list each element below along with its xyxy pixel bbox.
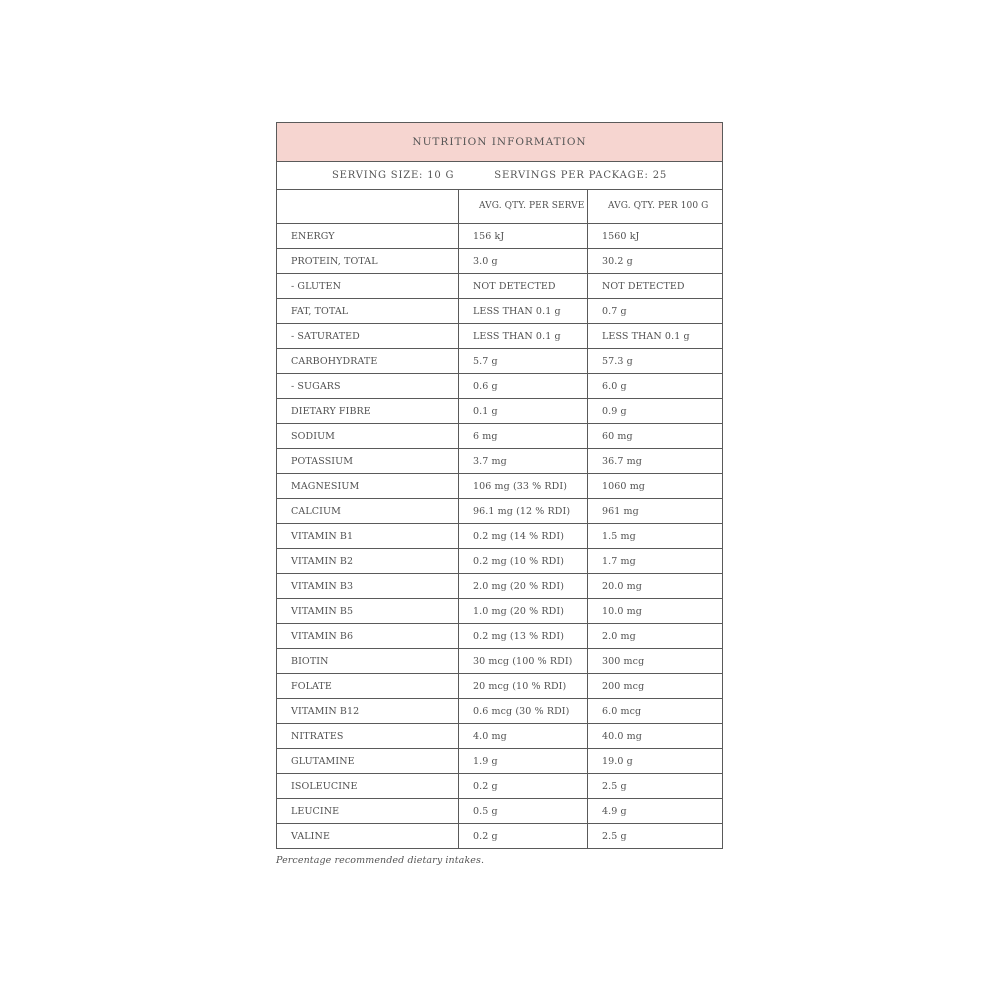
table-row: [277, 349, 723, 374]
servings-per-package: SERVINGS PER PACKAGE: 25: [494, 170, 668, 181]
per-100g-value: 60 mg: [588, 424, 723, 449]
table-row: [277, 249, 723, 274]
per-100g-value: 57.3 g: [588, 349, 723, 374]
table-row: [277, 599, 723, 624]
table-row: [277, 524, 723, 549]
table-row: [277, 449, 723, 474]
table-row: [277, 824, 723, 849]
nutrient-name: VITAMIN B3: [277, 574, 459, 599]
table-row: [277, 674, 723, 699]
table-title: NUTRITION INFORMATION: [277, 123, 723, 162]
table-row: [277, 799, 723, 824]
nutrient-name: FAT, TOTAL: [277, 299, 459, 324]
nutrient-name: DIETARY FIBRE: [277, 399, 459, 424]
nutrient-name: CARBOHYDRATE: [277, 349, 459, 374]
table-row: [277, 324, 723, 349]
per-100g-value: LESS THAN 0.1 g: [588, 324, 723, 349]
serving-size: SERVING SIZE: 10 G: [331, 170, 455, 181]
per-100g-value: 0.7 g: [588, 299, 723, 324]
per-serve-value: 6 mg: [459, 424, 588, 449]
nutrient-name: FOLATE: [277, 674, 459, 699]
header-per-100g: AVG. QTY. PER 100 G: [588, 190, 723, 224]
per-100g-value: 2.0 mg: [588, 624, 723, 649]
nutrition-panel: [276, 122, 722, 866]
title-row: [277, 123, 723, 162]
per-100g-value: 2.5 g: [588, 824, 723, 849]
serving-row: [277, 162, 723, 190]
column-header-row: [277, 190, 723, 224]
nutrient-name: SODIUM: [277, 424, 459, 449]
nutrient-name: - GLUTEN: [277, 274, 459, 299]
per-100g-value: 300 mcg: [588, 649, 723, 674]
table-row: [277, 724, 723, 749]
per-serve-value: 0.5 g: [459, 799, 588, 824]
per-100g-value: 200 mcg: [588, 674, 723, 699]
nutrient-name: GLUTAMINE: [277, 749, 459, 774]
per-100g-value: 2.5 g: [588, 774, 723, 799]
per-serve-value: LESS THAN 0.1 g: [459, 324, 588, 349]
per-100g-value: 1.5 mg: [588, 524, 723, 549]
per-serve-value: 96.1 mg (12 % RDI): [459, 499, 588, 524]
header-empty-cell: [277, 190, 459, 224]
nutrient-name: NITRATES: [277, 724, 459, 749]
header-per-serve: AVG. QTY. PER SERVE: [459, 190, 588, 224]
table-row: [277, 649, 723, 674]
nutrient-name: ENERGY: [277, 224, 459, 249]
per-serve-value: 3.0 g: [459, 249, 588, 274]
per-100g-value: 1060 mg: [588, 474, 723, 499]
nutrient-name: POTASSIUM: [277, 449, 459, 474]
nutrient-name: LEUCINE: [277, 799, 459, 824]
nutrient-name: BIOTIN: [277, 649, 459, 674]
table-row: [277, 499, 723, 524]
per-serve-value: 0.2 g: [459, 824, 588, 849]
nutrient-name: MAGNESIUM: [277, 474, 459, 499]
table-row: [277, 374, 723, 399]
per-100g-value: NOT DETECTED: [588, 274, 723, 299]
per-serve-value: 0.2 g: [459, 774, 588, 799]
per-serve-value: LESS THAN 0.1 g: [459, 299, 588, 324]
per-serve-value: 20 mcg (10 % RDI): [459, 674, 588, 699]
per-100g-value: 20.0 mg: [588, 574, 723, 599]
per-100g-value: 4.9 g: [588, 799, 723, 824]
nutrient-name: - SUGARS: [277, 374, 459, 399]
table-row: [277, 749, 723, 774]
nutrient-name: PROTEIN, TOTAL: [277, 249, 459, 274]
per-100g-value: 0.9 g: [588, 399, 723, 424]
per-100g-value: 36.7 mg: [588, 449, 723, 474]
nutrient-name: VITAMIN B5: [277, 599, 459, 624]
per-100g-value: 40.0 mg: [588, 724, 723, 749]
nutrient-name: ISOLEUCINE: [277, 774, 459, 799]
per-serve-value: 106 mg (33 % RDI): [459, 474, 588, 499]
per-serve-value: 1.0 mg (20 % RDI): [459, 599, 588, 624]
footnote: Percentage recommended dietary intakes.: [276, 855, 485, 866]
per-serve-value: 3.7 mg: [459, 449, 588, 474]
nutrient-name: VITAMIN B1: [277, 524, 459, 549]
per-100g-value: 1560 kJ: [588, 224, 723, 249]
per-serve-value: 156 kJ: [459, 224, 588, 249]
nutrient-name: VITAMIN B6: [277, 624, 459, 649]
table-row: [277, 299, 723, 324]
per-serve-value: 30 mcg (100 % RDI): [459, 649, 588, 674]
per-100g-value: 6.0 g: [588, 374, 723, 399]
per-100g-value: 6.0 mcg: [588, 699, 723, 724]
per-serve-value: 0.2 mg (10 % RDI): [459, 549, 588, 574]
nutrient-name: VALINE: [277, 824, 459, 849]
per-serve-value: 0.2 mg (14 % RDI): [459, 524, 588, 549]
per-serve-value: 4.0 mg: [459, 724, 588, 749]
per-serve-value: 0.1 g: [459, 399, 588, 424]
table-row: [277, 774, 723, 799]
per-serve-value: NOT DETECTED: [459, 274, 588, 299]
per-serve-value: 0.2 mg (13 % RDI): [459, 624, 588, 649]
per-serve-value: 5.7 g: [459, 349, 588, 374]
nutrient-name: - SATURATED: [277, 324, 459, 349]
per-serve-value: 2.0 mg (20 % RDI): [459, 574, 588, 599]
nutrient-name: CALCIUM: [277, 499, 459, 524]
per-serve-value: 1.9 g: [459, 749, 588, 774]
table-row: [277, 699, 723, 724]
table-row: [277, 224, 723, 249]
per-serve-value: 0.6 mcg (30 % RDI): [459, 699, 588, 724]
per-serve-value: 0.6 g: [459, 374, 588, 399]
nutrition-table: [276, 122, 723, 849]
table-row: [277, 399, 723, 424]
table-row: [277, 574, 723, 599]
nutrient-name: VITAMIN B2: [277, 549, 459, 574]
nutrient-name: VITAMIN B12: [277, 699, 459, 724]
per-100g-value: 10.0 mg: [588, 599, 723, 624]
table-row: [277, 474, 723, 499]
per-100g-value: 19.0 g: [588, 749, 723, 774]
serving-info: [277, 162, 723, 190]
table-row: [277, 624, 723, 649]
table-row: [277, 549, 723, 574]
table-row: [277, 424, 723, 449]
per-100g-value: 961 mg: [588, 499, 723, 524]
per-100g-value: 30.2 g: [588, 249, 723, 274]
per-100g-value: 1.7 mg: [588, 549, 723, 574]
table-row: [277, 274, 723, 299]
